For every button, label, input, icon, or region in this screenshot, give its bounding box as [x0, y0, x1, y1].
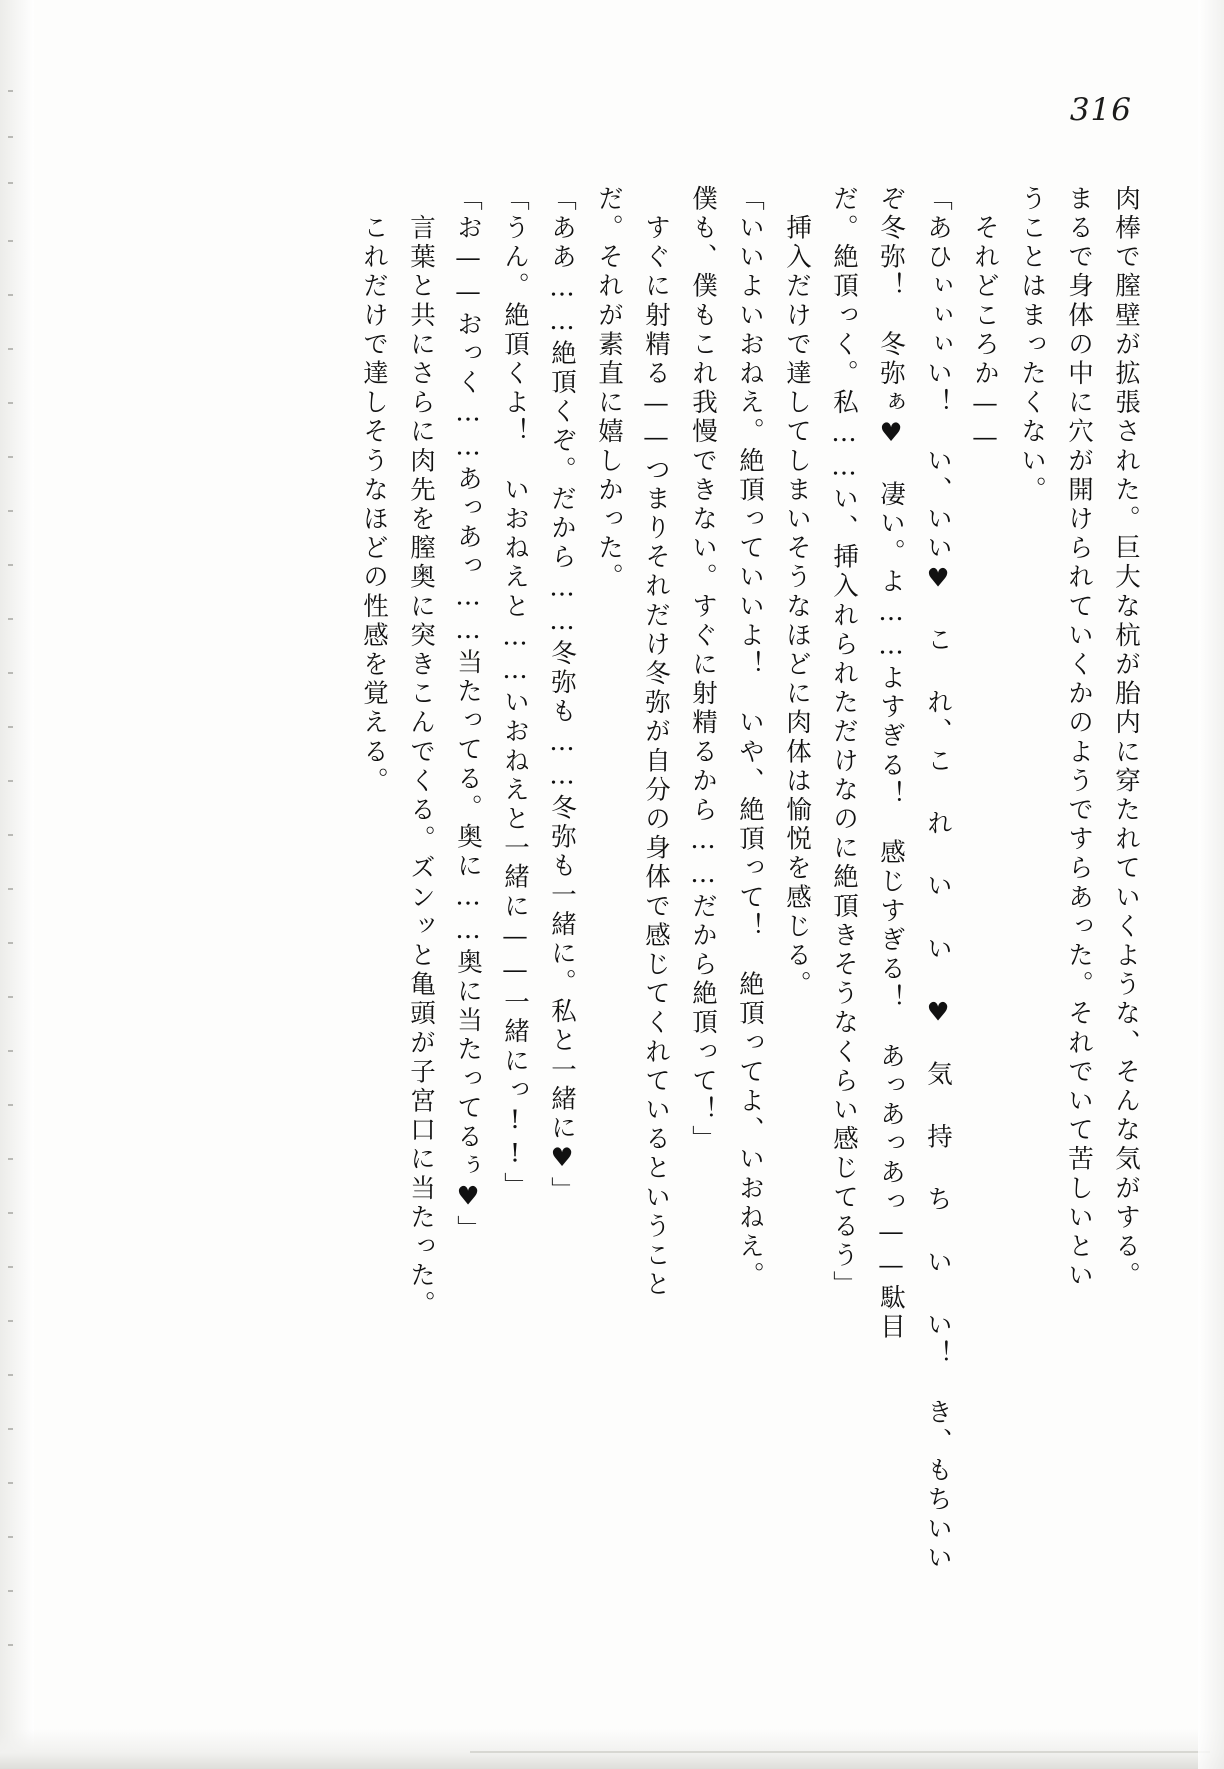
text-line: だ。それが素直に嬉しかった。: [594, 185, 624, 593]
text-line: うことはまったくない。: [1017, 185, 1047, 506]
text-line: 「お——おっく……あっあっ……当たってる。奥に……奥に当たってるぅ♥」: [453, 185, 483, 1244]
page-foot-shadow: [0, 1729, 1224, 1769]
vertical-text-block: [120, 185, 1141, 1574]
text-line: 「いいよいおねえ。絶頂っていいよ！ いや、絶頂って！ 絶頂ってよ、いおねえ。: [735, 185, 765, 1291]
text-line: 「ああ……絶頂くぞ。だから……冬弥も……冬弥も一緒に。私と一緒に♥」: [547, 185, 577, 1206]
text-line: だ。絶頂っく。私……い、挿入れられただけなのに絶頂きそうなくらい感じてるう」: [829, 185, 859, 1300]
text-line: まるで身体の中に穴が開けられていくかのようですらあった。それでいて苦しいとい: [1064, 185, 1094, 1291]
text-line: 挿入だけで達してしまいそうなほどに肉体は愉悦を感じる。: [782, 185, 812, 1000]
page-foot-line: [470, 1751, 1210, 1753]
text-line: ぞ冬弥！ 冬弥ぁ♥ 凄い。よ……よすぎる！ 感じすぎる！ あっあっあっ——駄目: [876, 185, 906, 1343]
text-line: それどころか——: [970, 185, 1000, 456]
page-number: 316: [1069, 92, 1132, 128]
text-line: 言葉と共にさらに肉先を膣奥に突きこんでくる。ズンッと亀頭が子宮口に当たった。: [406, 185, 436, 1320]
text-line: 「あひぃぃぃい！ い、いい♥ こ れ、こ れ い い ♥ 気 持 ち い い！ き、もちいい: [923, 185, 953, 1574]
text-line: これだけで達しそうなほどの性感を覚える。: [359, 185, 389, 797]
text-line: すぐに射精る——つまりそれだけ冬弥が自分の身体で感じてくれているということ: [641, 185, 671, 1300]
page-edge-speckles: [6, 90, 18, 1670]
text-line: 肉棒で膣壁が拡張された。巨大な杭が胎内に穿たれていくような、そんな気がする。: [1111, 185, 1141, 1291]
text-line: 僕も、僕もこれ我慢できない。すぐに射精るから……だから絶頂って！」: [688, 185, 718, 1155]
text-line: 「うん。絶頂くよ！ いおねえと……いおねえと一緒に——一緒にっ!!」: [500, 185, 530, 1202]
